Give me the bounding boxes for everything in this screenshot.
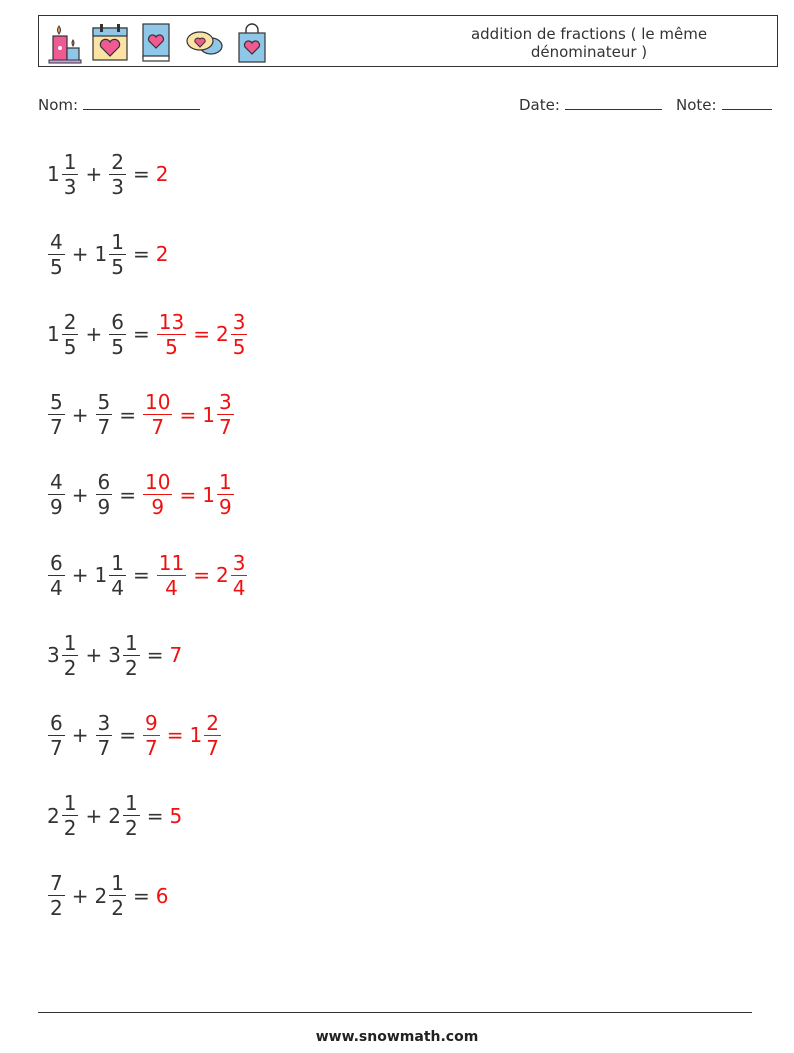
operand-number bbox=[47, 551, 66, 600]
numerator: 1 bbox=[63, 630, 77, 655]
fraction bbox=[109, 310, 126, 359]
plus-sign: + bbox=[71, 402, 89, 427]
equals-sign: = bbox=[179, 402, 197, 427]
numerator: 5 bbox=[50, 390, 63, 415]
whole-part: 7 bbox=[169, 643, 183, 668]
operand-number bbox=[95, 470, 114, 519]
numerator: 13 bbox=[158, 309, 185, 334]
fraction bbox=[62, 150, 79, 199]
heart-speech-bubbles-icon bbox=[183, 20, 225, 64]
equals-sign: = bbox=[132, 242, 150, 267]
operand-number bbox=[108, 150, 127, 199]
heart-calendar-icon bbox=[91, 20, 129, 64]
equals-sign: = bbox=[193, 322, 210, 347]
fraction bbox=[143, 390, 172, 439]
problem-row bbox=[47, 866, 169, 926]
fraction bbox=[48, 871, 65, 920]
plus-sign: + bbox=[71, 242, 89, 267]
fraction bbox=[217, 390, 234, 439]
numerator: 6 bbox=[97, 470, 111, 495]
whole-part: 1 bbox=[94, 563, 108, 587]
whole-part: 1 bbox=[47, 162, 60, 186]
denominator: 4 bbox=[50, 575, 63, 600]
denominator: 3 bbox=[111, 174, 124, 199]
equals-sign: = bbox=[146, 643, 164, 668]
denominator: 5 bbox=[111, 334, 124, 359]
numerator: 1 bbox=[111, 871, 124, 896]
whole-part: 5 bbox=[169, 803, 183, 828]
problem-row bbox=[47, 786, 183, 846]
date-label: Date: bbox=[519, 96, 560, 114]
denominator: 7 bbox=[50, 415, 63, 440]
plus-sign: + bbox=[71, 563, 89, 587]
equals-sign: = bbox=[119, 402, 136, 427]
answer-number bbox=[142, 470, 173, 519]
numerator: 1 bbox=[124, 630, 138, 655]
equals-sign: = bbox=[132, 322, 150, 347]
numerator: 10 bbox=[145, 390, 171, 415]
denominator: 7 bbox=[206, 735, 219, 760]
denominator: 5 bbox=[50, 254, 63, 279]
candles-icon bbox=[45, 20, 83, 64]
equals-sign: = bbox=[193, 563, 210, 587]
fraction bbox=[62, 310, 79, 359]
numerator: 6 bbox=[111, 309, 124, 334]
fraction bbox=[48, 390, 65, 439]
plus-sign: + bbox=[85, 322, 103, 347]
worksheet-header bbox=[38, 15, 778, 67]
fraction bbox=[62, 631, 79, 680]
whole-part: 2 bbox=[47, 803, 60, 828]
denominator: 5 bbox=[232, 334, 246, 359]
answer-number bbox=[169, 804, 183, 828]
denominator: 4 bbox=[165, 575, 178, 600]
fraction bbox=[143, 470, 172, 519]
denominator: 2 bbox=[111, 896, 124, 921]
fraction bbox=[96, 470, 113, 519]
operand-number bbox=[47, 310, 79, 359]
denominator: 9 bbox=[50, 495, 63, 520]
fraction bbox=[109, 230, 126, 279]
numerator: 9 bbox=[145, 710, 158, 735]
denominator: 2 bbox=[124, 816, 138, 841]
whole-part: 1 bbox=[94, 242, 108, 267]
numerator: 1 bbox=[218, 470, 232, 495]
denominator: 7 bbox=[50, 735, 63, 760]
fraction bbox=[96, 711, 113, 760]
answer-number bbox=[142, 711, 161, 760]
whole-part: 6 bbox=[155, 883, 169, 908]
equals-sign: = bbox=[119, 482, 136, 507]
name-label: Nom: bbox=[38, 96, 79, 114]
equals-sign: = bbox=[119, 723, 136, 748]
fraction bbox=[62, 791, 79, 840]
numerator: 3 bbox=[232, 550, 246, 575]
equals-sign: = bbox=[146, 803, 164, 828]
equals-sign: = bbox=[132, 883, 150, 908]
plus-sign: + bbox=[85, 162, 103, 186]
numerator: 4 bbox=[50, 470, 63, 495]
numerator: 1 bbox=[63, 791, 77, 816]
operand-number bbox=[47, 631, 79, 680]
answer-number bbox=[216, 551, 248, 600]
date-field bbox=[519, 95, 662, 114]
numerator: 3 bbox=[97, 710, 111, 735]
numerator: 7 bbox=[50, 871, 63, 896]
whole-part: 2 bbox=[155, 162, 169, 186]
date-blank[interactable] bbox=[565, 95, 662, 110]
answer-number bbox=[156, 242, 170, 266]
denominator: 2 bbox=[124, 655, 138, 680]
operand-number bbox=[95, 230, 127, 279]
fraction bbox=[48, 551, 65, 600]
fraction bbox=[204, 711, 221, 760]
answer-number bbox=[156, 551, 187, 600]
whole-part: 3 bbox=[108, 643, 121, 668]
score-blank[interactable] bbox=[722, 95, 772, 110]
numerator: 6 bbox=[50, 710, 63, 735]
whole-part: 2 bbox=[215, 322, 229, 347]
operand-number bbox=[95, 871, 127, 920]
answer-number bbox=[190, 711, 222, 760]
name-field bbox=[38, 95, 200, 114]
denominator: 7 bbox=[145, 735, 158, 760]
denominator: 5 bbox=[165, 334, 178, 359]
equals-sign: = bbox=[132, 162, 150, 186]
numerator: 2 bbox=[63, 309, 77, 334]
operand-number bbox=[108, 310, 127, 359]
whole-part: 3 bbox=[47, 643, 60, 668]
fraction bbox=[48, 470, 65, 519]
denominator: 2 bbox=[63, 655, 77, 680]
numerator: 3 bbox=[232, 309, 246, 334]
answer-number bbox=[202, 390, 234, 439]
fraction bbox=[96, 390, 113, 439]
operand-number bbox=[108, 631, 140, 680]
denominator: 5 bbox=[111, 254, 124, 279]
numerator: 1 bbox=[63, 149, 77, 174]
numerator: 3 bbox=[218, 390, 232, 415]
operand-number bbox=[47, 150, 79, 199]
numerator: 1 bbox=[111, 550, 124, 575]
score-field bbox=[676, 95, 772, 114]
whole-part: 2 bbox=[108, 803, 121, 828]
numerator: 5 bbox=[97, 390, 111, 415]
fraction bbox=[109, 150, 126, 199]
operand-number bbox=[47, 871, 66, 920]
numerator: 6 bbox=[50, 550, 63, 575]
numerator: 2 bbox=[111, 149, 124, 174]
answer-number bbox=[169, 643, 183, 667]
problem-row bbox=[47, 224, 169, 284]
fraction bbox=[48, 711, 65, 760]
fraction bbox=[143, 711, 160, 760]
fraction bbox=[231, 310, 248, 359]
plus-sign: + bbox=[71, 723, 89, 748]
footer-divider bbox=[38, 1012, 752, 1013]
denominator: 3 bbox=[63, 174, 77, 199]
denominator: 7 bbox=[218, 415, 232, 440]
whole-part: 1 bbox=[202, 402, 215, 427]
denominator: 9 bbox=[97, 495, 111, 520]
operand-number bbox=[47, 230, 66, 279]
numerator: 4 bbox=[50, 229, 63, 254]
whole-part: 1 bbox=[202, 482, 215, 507]
operand-number bbox=[95, 711, 114, 760]
heart-book-icon bbox=[137, 20, 175, 64]
score-label: Note: bbox=[676, 96, 717, 114]
problem-row bbox=[47, 465, 235, 525]
operand-number bbox=[108, 791, 140, 840]
problem-row bbox=[47, 304, 248, 364]
problem-row bbox=[47, 625, 183, 685]
denominator: 7 bbox=[97, 415, 111, 440]
fraction bbox=[157, 551, 186, 600]
fraction bbox=[48, 230, 65, 279]
plus-sign: + bbox=[71, 883, 89, 908]
whole-part: 2 bbox=[94, 883, 108, 908]
numerator: 1 bbox=[124, 791, 138, 816]
whole-part: 1 bbox=[189, 723, 203, 748]
problem-row bbox=[47, 144, 169, 204]
whole-part: 2 bbox=[155, 242, 169, 267]
answer-number bbox=[156, 310, 187, 359]
fraction bbox=[231, 551, 248, 600]
denominator: 2 bbox=[63, 816, 77, 841]
operand-number bbox=[47, 791, 79, 840]
fraction bbox=[157, 310, 186, 359]
whole-part: 1 bbox=[47, 322, 60, 347]
denominator: 4 bbox=[111, 575, 124, 600]
numerator: 11 bbox=[158, 550, 185, 575]
operand-number bbox=[47, 390, 66, 439]
operand-number bbox=[95, 390, 114, 439]
problem-row bbox=[47, 705, 222, 765]
footer-url: www.snowmath.com bbox=[315, 1029, 479, 1045]
denominator: 9 bbox=[151, 495, 165, 520]
equals-sign: = bbox=[132, 563, 150, 587]
worksheet-title: addition de fractions ( le même dénominateur ) bbox=[470, 25, 708, 61]
plus-sign: + bbox=[85, 803, 103, 828]
equals-sign: = bbox=[166, 723, 184, 748]
whole-part: 2 bbox=[215, 563, 229, 587]
denominator: 5 bbox=[63, 334, 77, 359]
denominator: 2 bbox=[50, 896, 63, 921]
denominator: 9 bbox=[218, 495, 232, 520]
denominator: 4 bbox=[232, 575, 246, 600]
name-blank[interactable] bbox=[83, 95, 200, 110]
denominator: 7 bbox=[97, 735, 111, 760]
fraction bbox=[123, 791, 140, 840]
heart-shopping-bag-icon bbox=[233, 20, 271, 64]
answer-number bbox=[202, 470, 234, 519]
problem-row bbox=[47, 545, 248, 605]
fraction bbox=[123, 631, 140, 680]
answer-number bbox=[142, 390, 173, 439]
plus-sign: + bbox=[85, 643, 103, 668]
numerator: 10 bbox=[145, 470, 171, 495]
answer-number bbox=[216, 310, 248, 359]
answer-number bbox=[156, 884, 170, 908]
operand-number bbox=[47, 711, 66, 760]
operand-number bbox=[47, 470, 66, 519]
problem-row bbox=[47, 385, 235, 445]
fraction bbox=[109, 871, 126, 920]
denominator: 7 bbox=[151, 415, 165, 440]
header-icons bbox=[45, 20, 271, 64]
answer-number bbox=[156, 162, 170, 186]
fraction bbox=[217, 470, 234, 519]
operand-number bbox=[95, 551, 127, 600]
plus-sign: + bbox=[71, 482, 89, 507]
equals-sign: = bbox=[179, 482, 197, 507]
numerator: 2 bbox=[206, 710, 219, 735]
numerator: 1 bbox=[111, 229, 124, 254]
fraction bbox=[109, 551, 126, 600]
